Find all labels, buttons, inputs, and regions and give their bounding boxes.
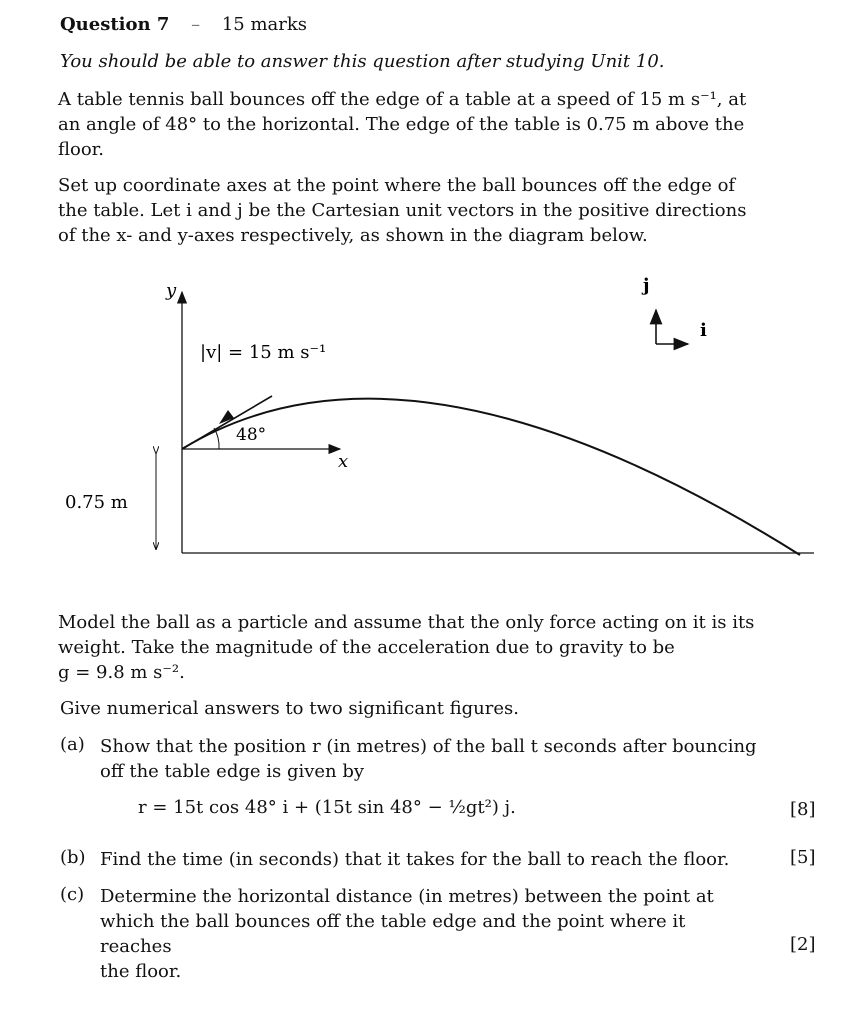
height-label: 0.75 m (65, 492, 128, 513)
y-axis-label: y (166, 280, 177, 301)
paragraph-3 (58, 610, 758, 685)
paragraph-1 (58, 87, 758, 162)
part-b-marks: [5] (790, 847, 816, 868)
part-a-text (100, 734, 760, 784)
unit-i-label: i (700, 320, 707, 341)
question-marks: 15 marks (221, 14, 308, 35)
intro-text: You should be able to answer this question after studying Unit 10. (60, 51, 665, 72)
part-b-line: Find the time (in seconds) that it takes for the ball to reach the floor. (100, 849, 730, 870)
trajectory-curve (182, 399, 800, 555)
paragraph-4: Give numerical answers to two significant figures. (60, 698, 519, 719)
part-a-line: Show that the position r (in metres) of the ball t seconds after bouncing (100, 736, 757, 757)
question-header (60, 14, 307, 35)
paragraph-1-line: floor. (58, 139, 105, 160)
part-c-label: (c) (60, 884, 85, 905)
part-a-marks: [8] (790, 799, 816, 820)
paragraph-2-line: of the x- and y-axes respectively, as shown in the diagram below. (58, 225, 648, 246)
paragraph-2-line: the table. Let i and j be the Cartesian unit vectors in the positive directions (58, 200, 747, 221)
part-b-label: (b) (60, 847, 86, 868)
paragraph-1-line: A table tennis ball bounces off the edge of a table at a speed of 15 m s⁻¹, at (58, 89, 747, 110)
part-a-label: (a) (60, 734, 85, 755)
paragraph-3-line: weight. Take the magnitude of the acceleration due to gravity to be (58, 637, 675, 658)
trajectory-diagram (0, 260, 843, 570)
header-dash: – (191, 14, 201, 35)
paragraph-3-line: Model the ball as a particle and assume that the only force acting on it is its (58, 612, 755, 633)
paragraph-2-line: Set up coordinate axes at the point where the ball bounces off the edge of (58, 175, 736, 196)
part-b-text (100, 847, 760, 872)
part-c-line: which the ball bounces off the table edge and the point where it reaches (100, 911, 686, 957)
question-title: Question 7 (60, 14, 170, 35)
angle-label: 48° (236, 425, 267, 445)
x-axis-label: x (338, 451, 349, 472)
part-a-line: off the table edge is given by (100, 761, 365, 782)
paragraph-3-line: g = 9.8 m s⁻². (58, 662, 185, 683)
unit-j-label: j (643, 275, 650, 296)
part-c-line: the floor. (100, 961, 182, 982)
part-c-line: Determine the horizontal distance (in metres) between the point at (100, 886, 714, 907)
position-equation: r = 15t cos 48° i + (15t sin 48° − ½gt²) j. (138, 797, 516, 818)
part-c-marks: [2] (790, 934, 816, 955)
paragraph-2 (58, 173, 758, 248)
speed-label: |v| = 15 m s⁻¹ (200, 342, 327, 363)
part-c-text (100, 884, 760, 984)
paragraph-1-line: an angle of 48° to the horizontal. The edge of the table is 0.75 m above the (58, 114, 745, 135)
